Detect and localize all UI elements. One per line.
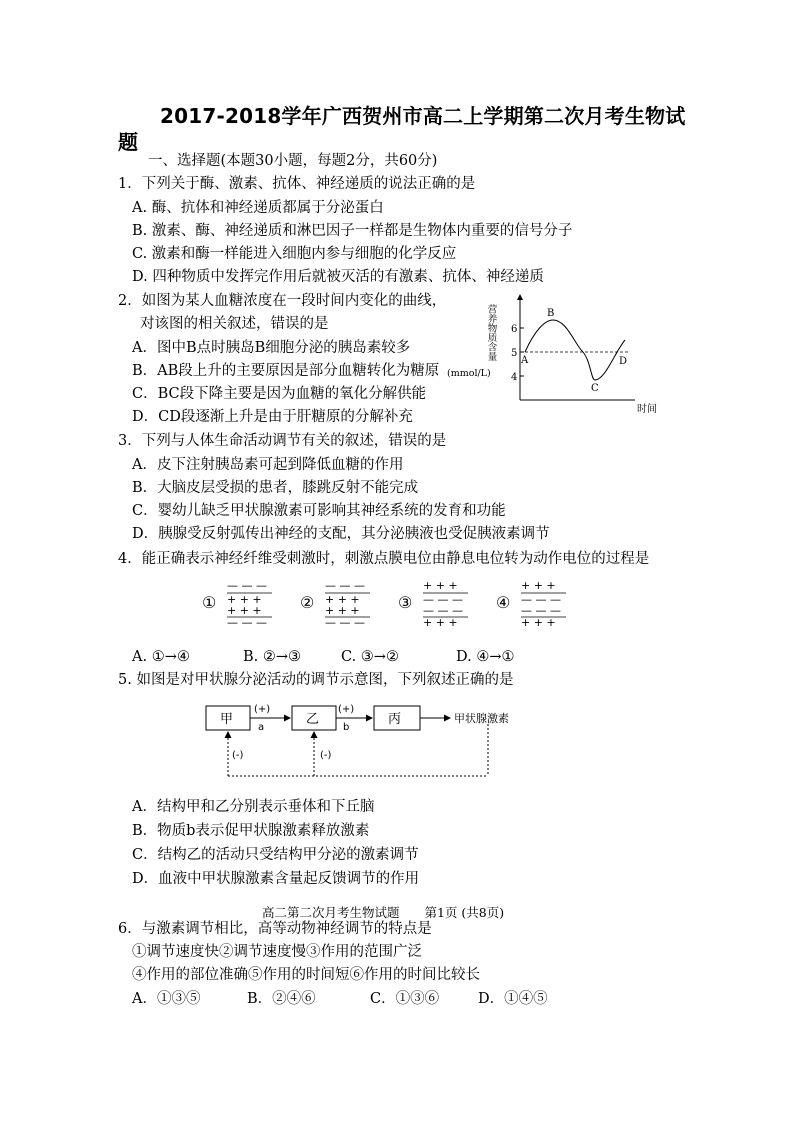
q1-option-a: A. 酶、抗体和神经递质都属于分泌蛋白 (132, 200, 384, 216)
q6-option-b: B．②④⑥ (247, 991, 316, 1007)
q2-option-a: A．图中B点时胰岛B细胞分泌的胰岛素较多 (132, 340, 411, 356)
q3-option-a: A．皮下注射胰岛素可起到降低血糖的作用 (132, 457, 404, 473)
y-tick-4: 4 (511, 372, 518, 383)
svg-text:— — —: — — — (423, 604, 463, 617)
svg-text:+ + +: + + + (521, 616, 556, 629)
q5-option-d: D．血液中甲状腺激素含量起反馈调节的作用 (132, 871, 420, 887)
point-b: B (547, 308, 555, 319)
membrane-diagram-2 (298, 578, 388, 629)
membrane-diagram-3 (396, 578, 486, 629)
y-tick-5: 5 (511, 348, 518, 359)
label-b: b (343, 722, 350, 733)
q1-option-c: C. 激素和酶一样能进入细胞内参与细胞的化学反应 (132, 246, 457, 262)
label-a: a (258, 722, 265, 733)
svg-text:+ + +: + + + (325, 604, 360, 617)
box-jia-label: 甲 (220, 712, 234, 727)
q2-option-d: D．CD段逐渐上升是由于肝糖原的分解补充 (132, 409, 413, 425)
q1-option-b: B. 激素、酶、神经递质和淋巴因子一样都是生物体内重要的信号分子 (132, 223, 573, 239)
box-bing-label: 丙 (388, 712, 402, 727)
q6-option-c: C．①③⑥ (370, 991, 440, 1007)
glucose-curve (525, 320, 628, 380)
x-axis-label: 时间 (637, 404, 657, 415)
svg-text:— — —: — — — (325, 616, 365, 629)
q4-option-a: A. ①→④ (132, 649, 190, 665)
membrane-label-4: ④ (496, 593, 511, 612)
svg-text:— — —: — — — (227, 616, 267, 629)
q6-option-d: D．①④⑤ (478, 991, 548, 1007)
svg-text:+ + +: + + + (227, 604, 262, 617)
point-a: A (521, 355, 529, 366)
q5-stem: 5. 如图是对甲状腺分泌活动的调节示意图，下列叙述正确的是 (118, 672, 514, 688)
q4-option-b: B. ②→③ (243, 649, 302, 665)
y-axis-unit: (mmol/L) (447, 368, 491, 379)
q6-statements-2: ④作用的部位准确⑤作用的时间短⑥作用的时间比较长 (132, 967, 480, 983)
q5-option-a: A．结构甲和乙分别表示垂体和下丘脑 (132, 799, 375, 815)
q3-stem: 3．下列与人体生命活动调节有关的叙述，错误的是 (118, 433, 447, 449)
page-footer: 高二第二次月考生物试题 第1页 (共8页) (262, 905, 505, 920)
svg-text:+ + +: + + + (521, 579, 556, 592)
q2-option-b: B．AB段上升的主要原因是部分血糖转化为糖原 (132, 363, 440, 379)
svg-text:+ + +: + + + (423, 616, 458, 629)
plus-1: (+) (254, 704, 271, 715)
q3-option-d: D．胰腺受反射弧传出神经的支配，其分泌胰液也受促胰液素调节 (132, 526, 550, 542)
q2-stem-cont: 对该图的相关叙述，错误的是 (140, 316, 329, 332)
page-title: 2017-2018学年广西贺州市高二上学期第二次月考生物试 (160, 104, 686, 128)
membrane-diagram-4 (494, 578, 584, 629)
blood-sugar-graph (447, 290, 665, 415)
q6-statements-1: ①调节速度快②调节速度慢③作用的范围广泛 (132, 944, 422, 960)
q5-option-c: C．结构乙的活动只受结构甲分泌的激素调节 (132, 847, 419, 863)
svg-text:— — —: — — — (521, 593, 561, 606)
point-d: D (619, 356, 628, 367)
membrane-label-3: ③ (398, 593, 413, 612)
box-yi-label: 乙 (306, 712, 320, 727)
membrane-diagram-1 (200, 578, 290, 629)
q4-option-c: C. ③→② (341, 649, 399, 665)
y-tick-6: 6 (511, 324, 518, 335)
page-title-cont: 题 (118, 130, 139, 154)
svg-text:— — —: — — — (227, 579, 267, 592)
q3-option-c: C．婴幼儿缺乏甲状腺激素可影响其神经系统的发育和功能 (132, 503, 506, 519)
q4-option-d: D. ④→① (456, 649, 515, 665)
q6-stem: 6．与激素调节相比，高等动物神经调节的特点是 (118, 921, 432, 937)
q3-option-b: B．大脑皮层受损的患者，膝跳反射不能完成 (132, 480, 419, 496)
svg-text:+ + +: + + + (423, 579, 458, 592)
section-header: 一、选择题(本题30小题，每题2分，共60分) (148, 153, 438, 169)
q5-option-b: B．物质b表示促甲状腺激素释放激素 (132, 823, 370, 839)
y-axis-label: 营养物质含量 (485, 304, 497, 361)
thyroid-regulation-diagram (200, 698, 560, 784)
q2-stem: 2．如图为某人血糖浓度在一段时间内变化的曲线， (118, 293, 447, 309)
svg-text:— — —: — — — (423, 593, 463, 606)
svg-text:+ + +: + + + (325, 593, 360, 606)
plus-2: (+) (338, 704, 355, 715)
svg-text:— — —: — — — (521, 604, 561, 617)
membrane-label-1: ① (202, 593, 217, 612)
membrane-label-2: ② (300, 593, 315, 612)
minus-1: (-) (232, 750, 244, 761)
point-c: C (591, 383, 599, 394)
svg-text:+ + +: + + + (227, 593, 262, 606)
svg-text:— — —: — — — (325, 579, 365, 592)
q6-option-a: A．①③⑤ (132, 991, 201, 1007)
q1-option-d: D. 四种物质中发挥完作用后就被灭活的有激素、抗体、神经递质 (132, 269, 544, 285)
q4-stem: 4．能正确表示神经纤维受刺激时，刺激点膜电位由静息电位转为动作电位的过程是 (118, 551, 650, 567)
minus-2: (-) (320, 750, 332, 761)
thyroid-hormone-label: 甲状腺激素 (454, 712, 509, 725)
q2-option-c: C．BC段下降主要是因为血糖的氧化分解供能 (132, 386, 427, 402)
q1-stem: 1．下列关于酶、激素、抗体、神经递质的说法正确的是 (118, 176, 476, 192)
